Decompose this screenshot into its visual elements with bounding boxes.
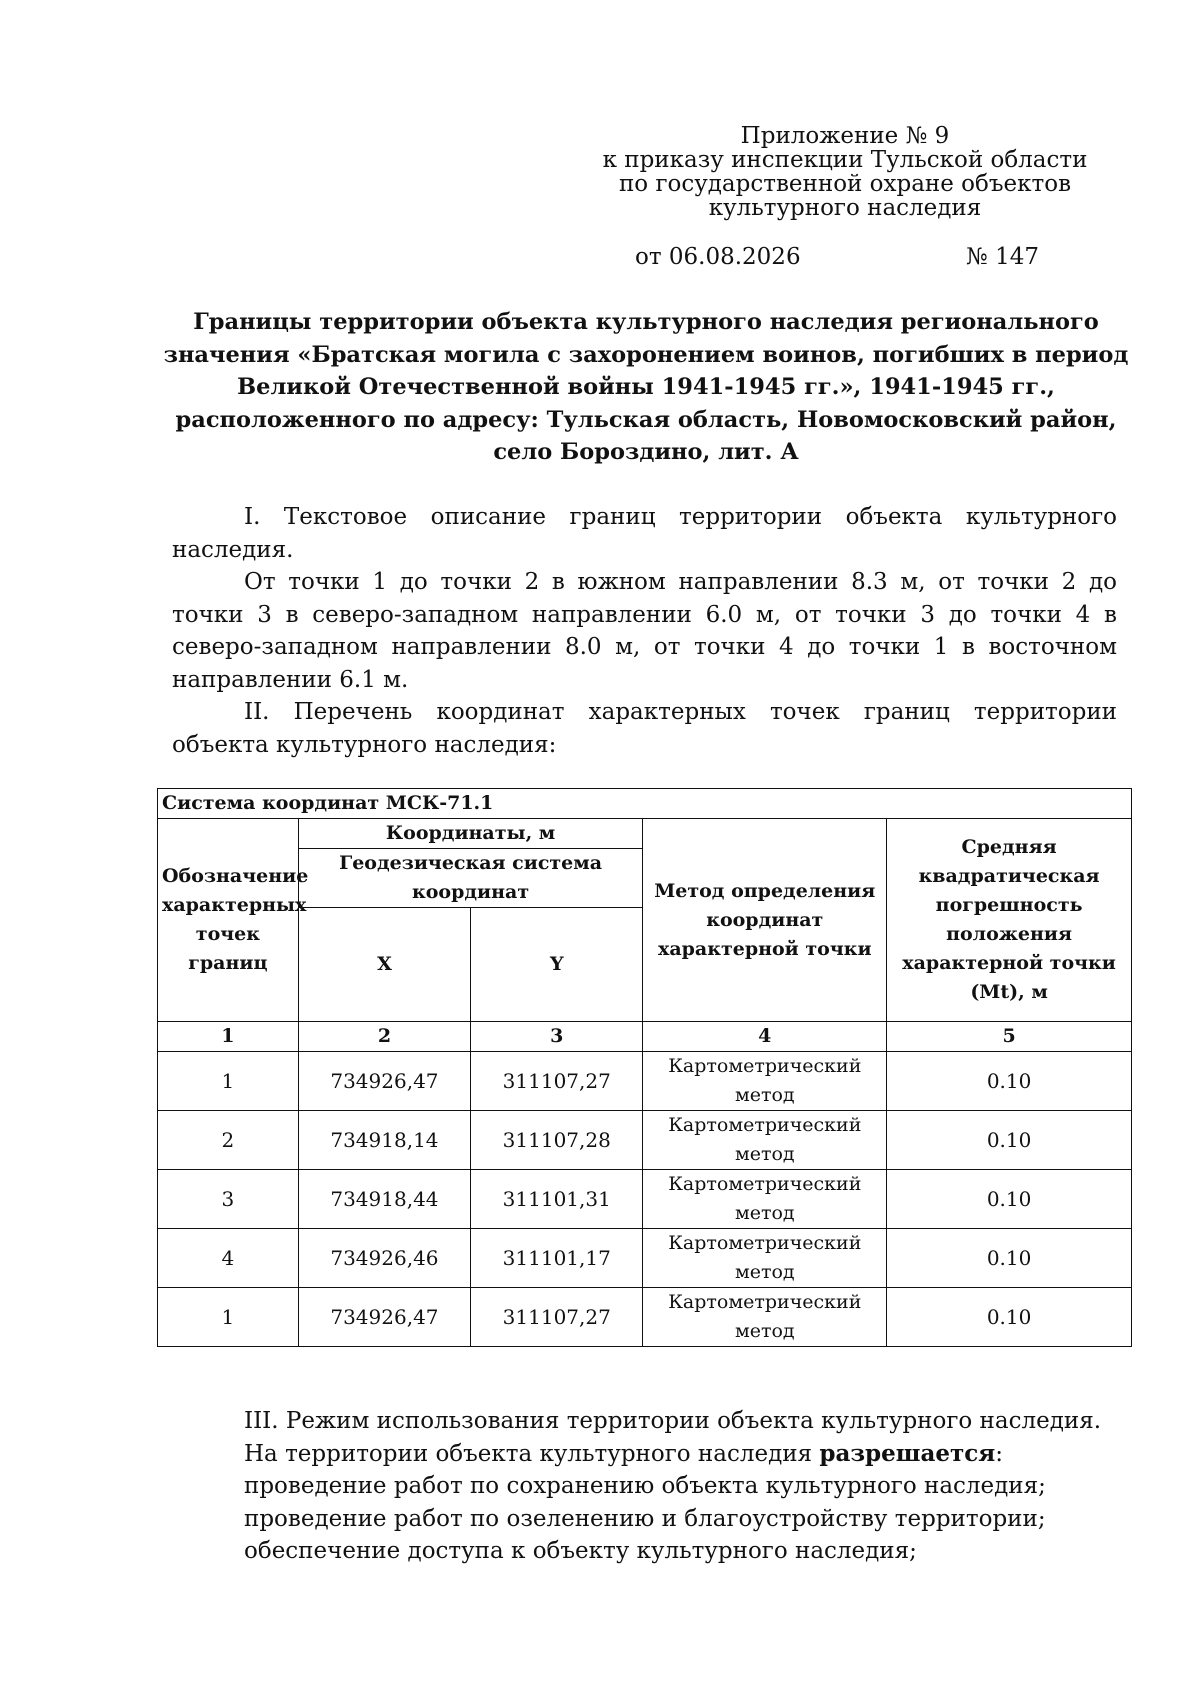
cell-x: 734926,46 xyxy=(298,1229,470,1288)
section3 xyxy=(244,1405,1144,1568)
appendix-authority: по государственной охране объектов xyxy=(618,171,1072,197)
cell-error: 0.10 xyxy=(887,1170,1132,1229)
appendix-header xyxy=(590,124,1100,220)
sections-1-2 xyxy=(172,501,1117,761)
cell-point: 2 xyxy=(158,1111,299,1170)
col-number: 1 xyxy=(158,1022,299,1052)
cell-error: 0.10 xyxy=(887,1229,1132,1288)
col-header-coords: Координаты, м xyxy=(298,819,643,849)
cell-x: 734926,47 xyxy=(298,1288,470,1347)
col-number: 4 xyxy=(643,1022,887,1052)
order-date: от 06.08.2026 xyxy=(635,244,801,270)
appendix-order-ref: к приказу инспекции Тульской области xyxy=(602,147,1088,173)
title-line: село Бороздино, лит. А xyxy=(493,439,799,465)
allowed-colon: : xyxy=(995,1440,1004,1467)
cell-method: Картометрический метод xyxy=(643,1229,887,1288)
section2-heading: II. Перечень координат характерных точек границ территории объекта культурного наследия: xyxy=(172,699,1117,758)
col-header-geodesic: Геодезическая система координат xyxy=(298,849,643,908)
section1-description: От точки 1 до точки 2 в южном направлении 8.3 м, от точки 2 до точки 3 в северо-западном направлении 6.0 м, от точки 3 до точки 4 в северо-западном направлении 8.0 м, от точки 4 до точки 1 в восточном направлении 6.1 м. xyxy=(172,569,1117,693)
cell-point: 1 xyxy=(158,1052,299,1111)
col-header-y: Y xyxy=(471,908,643,1022)
section1-heading: I. Текстовое описание границ территории объекта культурного наследия. xyxy=(172,504,1117,563)
col-number: 2 xyxy=(298,1022,470,1052)
coordinates-table xyxy=(157,788,1132,1347)
cell-method: Картометрический метод xyxy=(643,1111,887,1170)
list-item: проведение работ по озеленению и благоустройству территории; xyxy=(244,1505,1046,1532)
title-line: Великой Отечественной войны 1941-1945 гг.», 1941-1945 гг., xyxy=(237,374,1055,400)
col-header-point: Обозначение характерных точек границ xyxy=(158,819,299,1022)
allowed-word: разрешается xyxy=(819,1439,996,1467)
cell-method: Картометрический метод xyxy=(643,1052,887,1111)
cell-y: 311107,28 xyxy=(471,1111,643,1170)
section3-heading: III. Режим использования территории объекта культурного наследия. xyxy=(244,1408,1102,1434)
table-row xyxy=(158,1111,1132,1170)
order-number: № 147 xyxy=(966,244,1039,270)
cell-method: Картометрический метод xyxy=(643,1170,887,1229)
list-item: проведение работ по сохранению объекта культурного наследия; xyxy=(244,1473,1046,1499)
col-header-method: Метод определения координат характерной точки xyxy=(643,819,887,1022)
table-row xyxy=(158,1229,1132,1288)
title-line: Границы территории объекта культурного наследия регионального xyxy=(193,309,1099,335)
appendix-number: Приложение № 9 xyxy=(740,123,950,149)
appendix-authority-cont: культурного наследия xyxy=(708,195,982,221)
cell-x: 734918,14 xyxy=(298,1111,470,1170)
col-header-error: Средняя квадратическая погрешность положения характерной точки (Mt), м xyxy=(887,819,1132,1022)
cell-point: 4 xyxy=(158,1229,299,1288)
table-row xyxy=(158,1052,1132,1111)
title-line: значения «Братская могила с захоронением воинов, погибших в период xyxy=(163,341,1129,368)
list-item: обеспечение доступа к объекту культурного наследия; xyxy=(244,1538,917,1564)
col-header-x: X xyxy=(298,908,470,1022)
document-title xyxy=(160,306,1132,469)
cell-method: Картометрический метод xyxy=(643,1288,887,1347)
cell-y: 311107,27 xyxy=(471,1052,643,1111)
cell-x: 734926,47 xyxy=(298,1052,470,1111)
table-row xyxy=(158,1288,1132,1347)
coordinate-system-caption: Система координат МСК-71.1 xyxy=(158,789,1132,819)
cell-y: 311107,27 xyxy=(471,1288,643,1347)
table-row xyxy=(158,1170,1132,1229)
section3-allowed-line xyxy=(244,1438,1144,1471)
col-number: 5 xyxy=(887,1022,1132,1052)
allowed-intro: На территории объекта культурного наследия xyxy=(244,1440,820,1467)
cell-point: 1 xyxy=(158,1288,299,1347)
title-line: расположенного по адресу: Тульская область, Новомосковский район, xyxy=(175,406,1117,433)
cell-x: 734918,44 xyxy=(298,1170,470,1229)
cell-y: 311101,31 xyxy=(471,1170,643,1229)
cell-error: 0.10 xyxy=(887,1111,1132,1170)
cell-error: 0.10 xyxy=(887,1052,1132,1111)
cell-point: 3 xyxy=(158,1170,299,1229)
cell-error: 0.10 xyxy=(887,1288,1132,1347)
col-number: 3 xyxy=(471,1022,643,1052)
cell-y: 311101,17 xyxy=(471,1229,643,1288)
